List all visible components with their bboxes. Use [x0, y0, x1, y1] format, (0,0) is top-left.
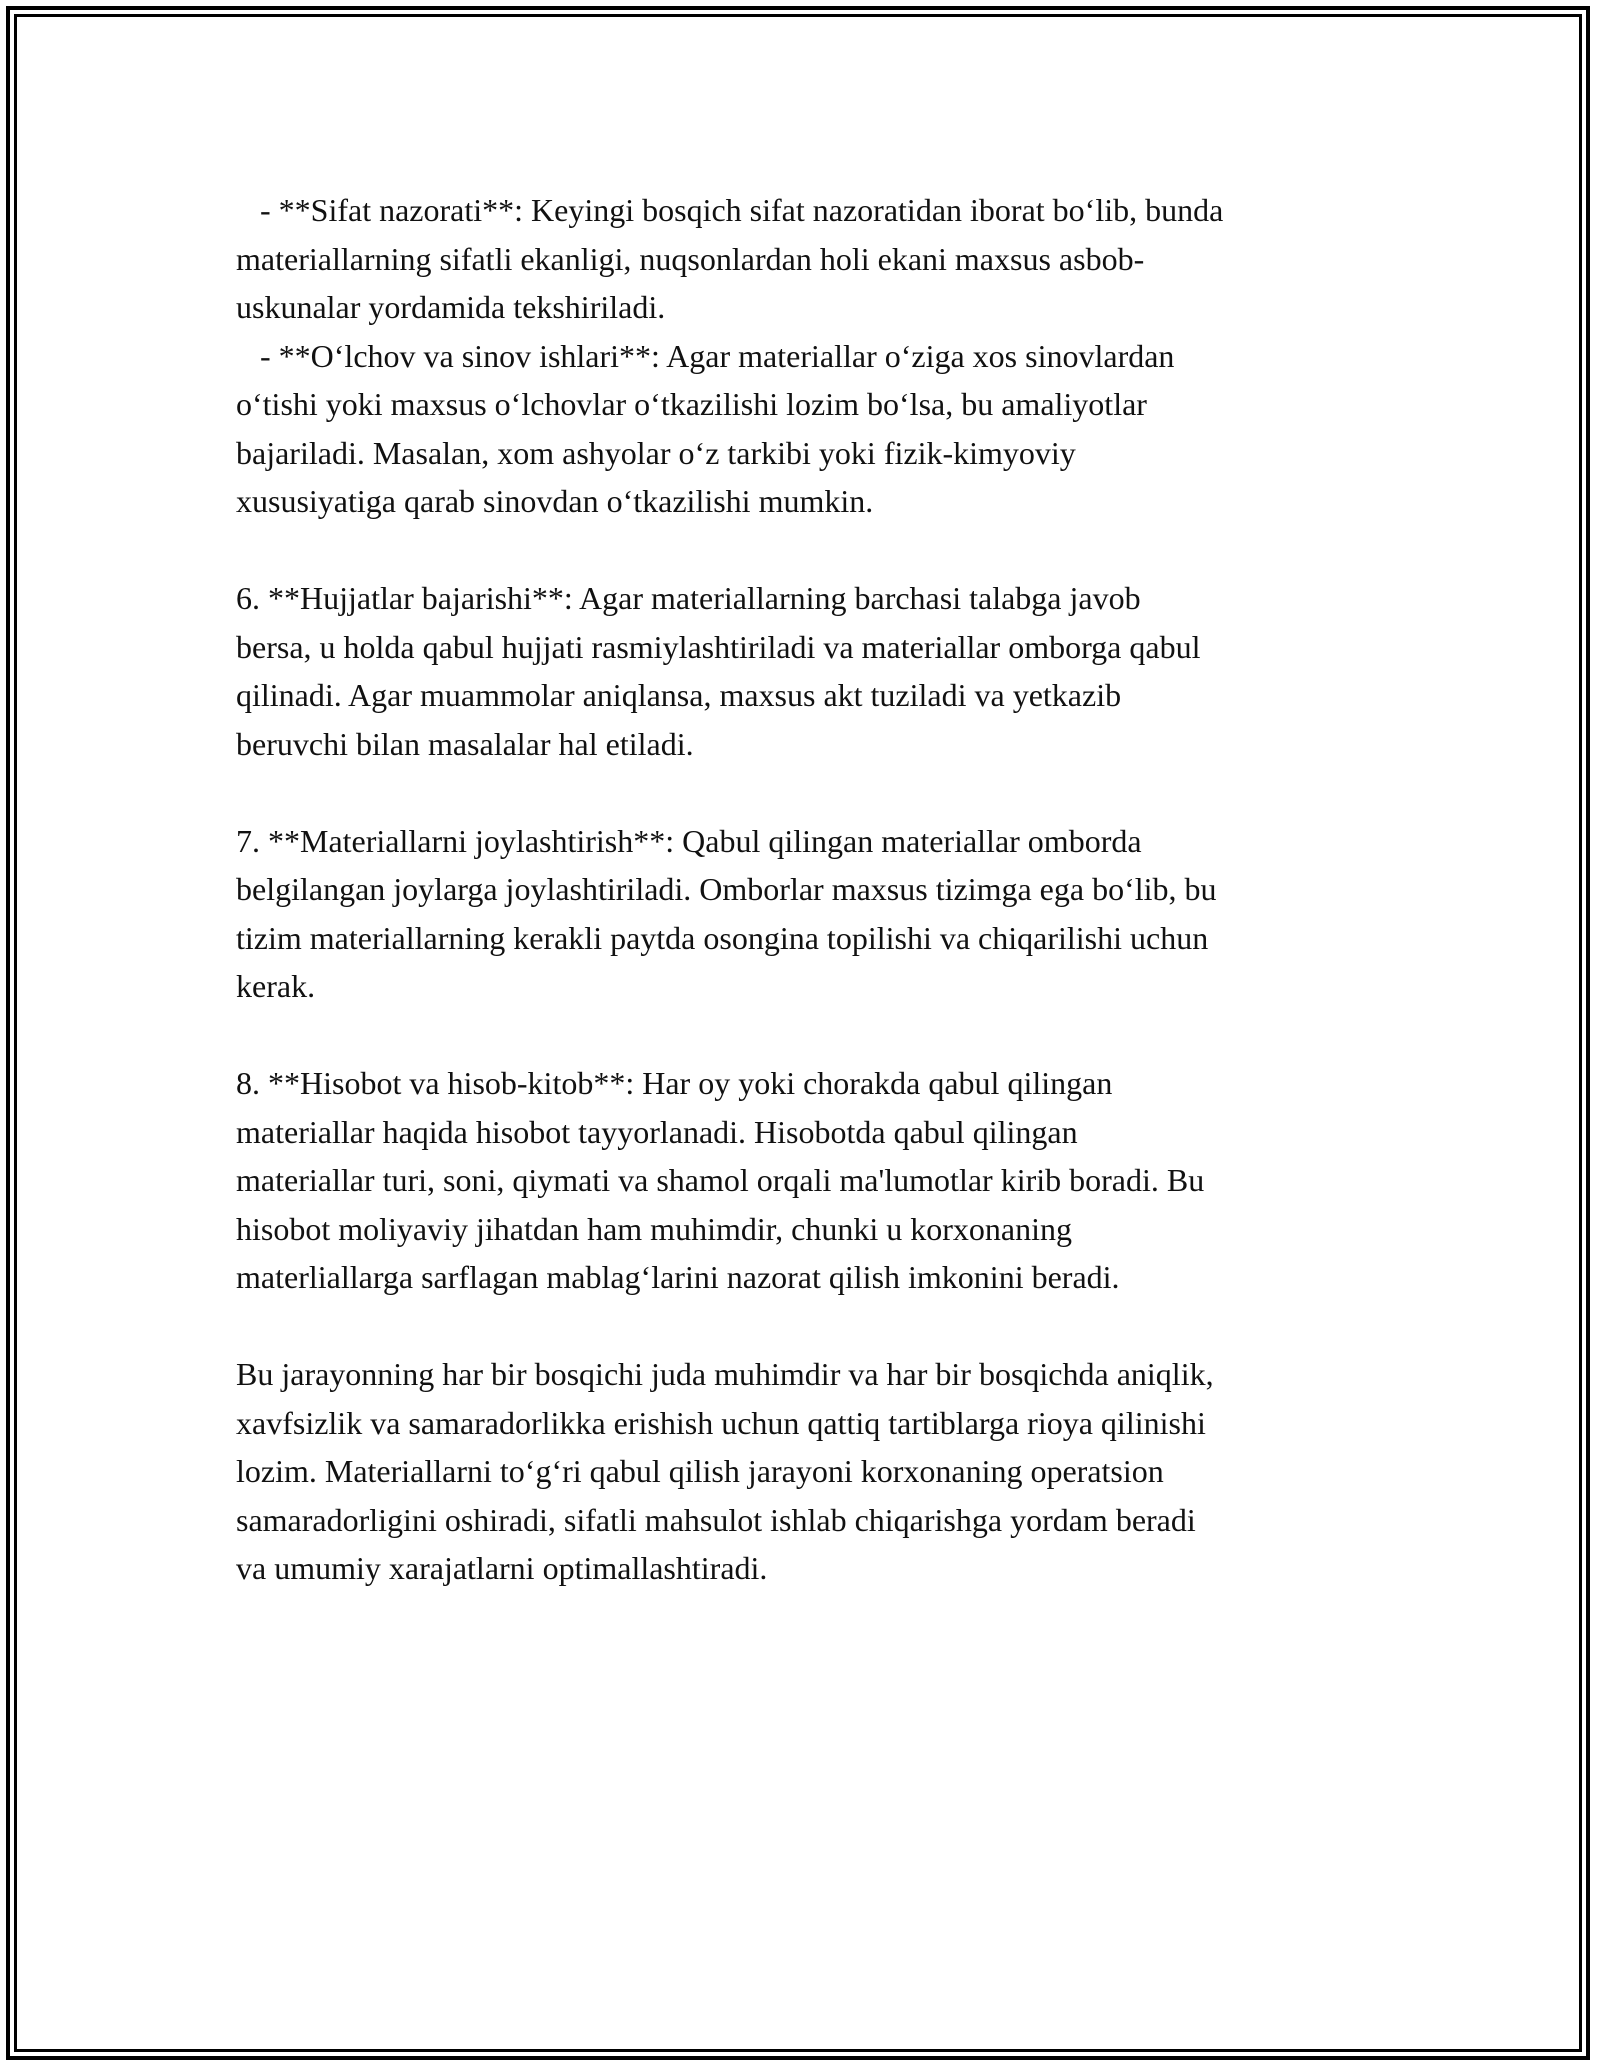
paragraph-step-8: [236, 1059, 1376, 1302]
paragraph-quality-control: [236, 186, 1376, 526]
text-line: materiallarning sifatli ekanligi, nuqsonlardan holi ekani maxsus asbob-: [236, 240, 1145, 277]
text-line: va umumiy xarajatlarni optimallashtiradi.: [236, 1550, 768, 1586]
paragraph-gap: [236, 1302, 1376, 1351]
text-line: bajariladi. Masalan, xom ashyolar o‘z tarkibi yoki fizik-kimyoviy: [236, 434, 1076, 471]
text-line: - **O‘lchov va sinov ishlari**: Agar materiallar o‘ziga xos sinovlardan: [236, 337, 1175, 374]
text-line: samaradorligini oshiradi, sifatli mahsulot ishlab chiqarishga yordam beradi: [236, 1501, 1196, 1538]
text-line: beruvchi bilan masalalar hal etiladi.: [236, 725, 694, 762]
text-line: bersa, u holda qabul hujjati rasmiylashtiriladi va materiallar omborga qabul: [236, 628, 1201, 665]
text-line: hisobot moliyaviy jihatdan ham muhimdir, chunki u korxonaning: [236, 1210, 1072, 1247]
text-line: Bu jarayonning har bir bosqichi juda muhimdir va har bir bosqichda aniqlik,: [236, 1356, 1214, 1392]
text-line: o‘tishi yoki maxsus o‘lchovlar o‘tkazilishi lozim bo‘lsa, bu amaliyotlar: [236, 386, 1147, 422]
text-line: tizim materiallarning kerakli paytda osongina topilishi va chiqarilishi uchun: [236, 919, 1209, 956]
text-line: xavfsizlik va samaradorlikka erishish uchun qattiq tartiblarga rioya qilinishi: [236, 1404, 1206, 1441]
paragraph-step-6: [236, 574, 1376, 768]
text-line: - **Sifat nazorati**: Keyingi bosqich sifat nazoratidan iborat bo‘lib, bunda: [236, 192, 1224, 228]
text-line: materiallar turi, soni, qiymati va shamol orqali ma'lumotlar kirib boradi. Bu: [236, 1162, 1205, 1198]
text-line: qilinadi. Agar muammolar aniqlansa, maxsus akt tuziladi va yetkazib: [236, 677, 1122, 713]
paragraph-gap: [236, 768, 1376, 817]
text-line: 8. **Hisobot va hisob-kitob**: Har oy yoki chorakda qabul qilingan: [236, 1065, 1113, 1101]
text-line: kerak.: [236, 968, 316, 1004]
text-line: 7. **Materiallarni joylashtirish**: Qabul qilingan materiallar omborda: [236, 822, 1142, 859]
text-line: materiallar haqida hisobot tayyorlanadi. Hisobotda qabul qilingan: [236, 1113, 1078, 1150]
paragraph-step-7: [236, 817, 1376, 1011]
text-line: belgilangan joylarga joylashtiriladi. Omborlar maxsus tizimga ega bo‘lib, bu: [236, 871, 1217, 907]
document-body: [236, 186, 1376, 1593]
text-line: materliallarga sarflagan mablag‘larini nazorat qilish imkonini beradi.: [236, 1259, 1120, 1295]
paragraph-gap: [236, 526, 1376, 575]
text-line: xususiyatiga qarab sinovdan o‘tkazilishi mumkin.: [236, 483, 874, 519]
text-line: uskunalar yordamida tekshiriladi.: [236, 289, 666, 325]
text-line: lozim. Materiallarni to‘g‘ri qabul qilish jarayoni korxonaning operatsion: [236, 1453, 1164, 1489]
paragraph-conclusion: [236, 1350, 1376, 1593]
text-line: 6. **Hujjatlar bajarishi**: Agar materiallarning barchasi talabga javob: [236, 580, 1141, 616]
paragraph-gap: [236, 1011, 1376, 1060]
